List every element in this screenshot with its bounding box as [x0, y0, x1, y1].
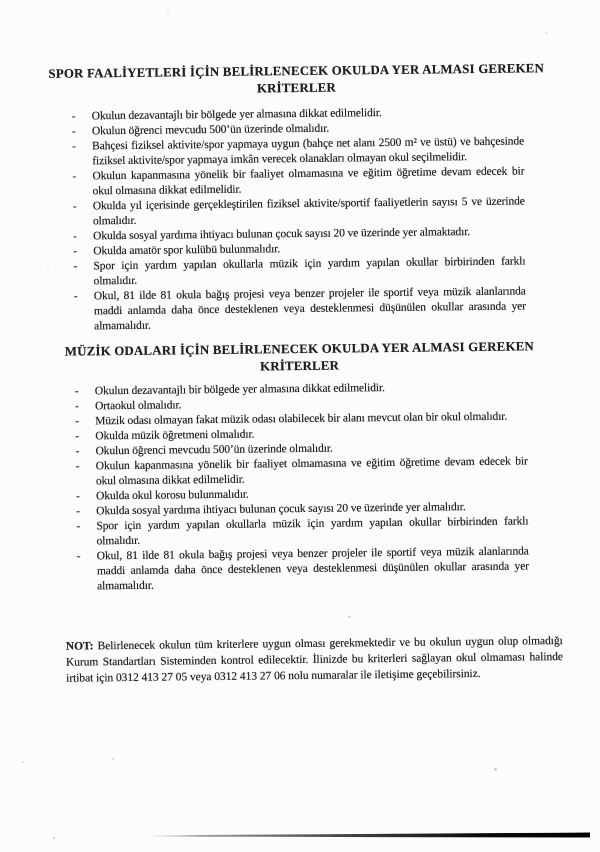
bullet-text: Müzik odası olmayan fakat müzik odası olabilecek bir alanı mevcut olan bir okul olmalıdır.: [95, 410, 508, 428]
heading-line: KRİTERLER: [260, 358, 340, 374]
bullet-dash: -: [76, 550, 81, 563]
scan-speck: [53, 837, 55, 839]
bullet-text: Okulda müzik öğretmeni olmalıdır.: [95, 428, 255, 443]
bullet-text: Okulda amatör spor kulübü bulunmalıdır.: [93, 243, 281, 258]
bullet-text: Okulun öğrenci mevcudu 500’ün üzerinde olmalıdır.: [95, 442, 333, 458]
bullet-list-music: [75, 379, 529, 594]
bullet-dash: -: [74, 400, 79, 413]
list-item: [77, 544, 529, 594]
bullet-dash: -: [76, 505, 81, 518]
bullet-dash: -: [76, 490, 80, 503]
heading-line: MÜZİK ODALARI İÇİN BELİRLENECEK OKULDA YER ALMASI GEREKEN: [64, 339, 535, 359]
list-item: [74, 284, 526, 334]
bullet-text: Bahçesi fiziksel aktivite/spor yapmaya uygun (bahçe net alanı 2500 m² ve üstü) ve bahçesinde fiziksel aktivite/spor yapmaya imkân verecek olanakları olmayan okul seçilmelidir.: [92, 135, 525, 168]
scan-speck: [348, 616, 351, 618]
bullet-text: Okul, 81 ilde 81 okula bağış projesi veya benzer projeler ile sportif veya müzik alanlarında maddi anlamda daha önce desteklenen veya desteklenmesi düşünülen okullar arasında yer almamalıdır.: [93, 285, 527, 333]
bullet-dash: -: [73, 290, 78, 303]
section-heading-sports: [0, 60, 597, 101]
bullet-dash: -: [71, 125, 76, 138]
bullet-text: Okulun kapanmasına yönelik bir faaliyet olmamasına ve eğitim öğretime devam edecek bir okul olmasına dikkat edilmelidir.: [95, 455, 528, 488]
bullet-text: Okulda sosyal yardıma ihtiyacı bulunan çocuk sayısı 20 ve üzerinde yer almalıdır.: [96, 501, 466, 518]
scan-speck: [167, 10, 169, 12]
bullet-text: Okulda yıl içerisinde gerçekleştirilen fiziksel aktivite/sportif faaliyetlerin sayısı 5 ve üzerinde olmalıdır.: [92, 195, 525, 228]
bullet-text: Okulda sosyal yardıma ihtiyacı bulunan çocuk sayısı 20 ve üzerinde yer almaktadır.: [93, 226, 471, 243]
bullet-dash: -: [72, 140, 77, 153]
scan-speck: [494, 768, 497, 771]
scan-speck: [22, 761, 24, 763]
bullet-dash: -: [73, 230, 78, 243]
bullet-dash: -: [72, 170, 77, 183]
bullet-text: Okul, 81 ilde 81 okula bağış projesi veya benzer projeler ile sportif veya müzik alanlarında maddi anlamda daha önce desteklenen veya desteklenmesi düşünülen okullar arasında yer almamalıdır.: [96, 545, 529, 593]
scan-speck: [47, 268, 49, 270]
note-label: NOT:: [65, 639, 94, 653]
scan-speck: [545, 32, 548, 34]
bullet-dash: -: [71, 110, 76, 123]
bullet-text: Okulun dezavantajlı bir bölgede yer almasına dikkat edilmelidir.: [94, 382, 385, 398]
bullet-dash: -: [72, 200, 77, 213]
bullet-dash: -: [73, 245, 78, 258]
bullet-text: Okulun dezavantajlı bir bölgede yer almasına dikkat edilmelidir.: [91, 107, 382, 123]
bullet-text: Okulun kapanmasına yönelik bir faaliyet olmamasına ve eğitim öğretime devam edecek bir okul olmasına dikkat edilmelidir.: [92, 165, 525, 198]
bullet-text: Spor için yardım yapılan okullarla müzik için yardım yapılan okullar birbirinden farklı olmalıdır.: [96, 515, 529, 548]
bullet-dash: -: [75, 445, 80, 458]
bullet-text: Ortaokul olmalıdır.: [94, 399, 182, 413]
bullet-dash: -: [75, 415, 80, 428]
bullet-text: Okulun öğrenci mevcudu 500’ün üzerinde olmalıdır.: [91, 122, 330, 138]
bullet-list-sports: [72, 104, 527, 334]
note-paragraph: [66, 633, 564, 687]
section-heading-music: [0, 338, 600, 379]
bullet-dash: -: [74, 385, 79, 398]
heading-line: SPOR FAALİYETLERİ İÇİN BELİRLENECEK OKULDA YER ALMASI GEREKEN: [48, 61, 545, 81]
bullet-dash: -: [76, 520, 81, 533]
scan-speck: [112, 758, 114, 760]
bullet-dash: -: [75, 460, 80, 473]
bullet-text: Spor için yardım yapılan okullarla müzik için yardım yapılan okullar birbirinden farklı olmalıdır.: [93, 255, 526, 288]
bullet-dash: -: [75, 430, 80, 443]
bullet-dash: -: [73, 260, 78, 273]
note-text: Belirlenecek okulun tüm kriterlere uygun olması gerekmektedir ve bu okulun uygun olup olmadığı Kurum Standartları Sisteminden kontrol edilecektir. İlinizde bu kriterleri sağlayan okul olmaması halinde irtibat için 0312 413 27 05 veya 0312 413 27 06 nolu numaralar ile iletişime geçebilirsiniz.: [65, 634, 563, 685]
bullet-text: Okulda okul korosu bulunmalıdır.: [96, 488, 249, 503]
heading-line: KRİTERLER: [256, 80, 337, 96]
